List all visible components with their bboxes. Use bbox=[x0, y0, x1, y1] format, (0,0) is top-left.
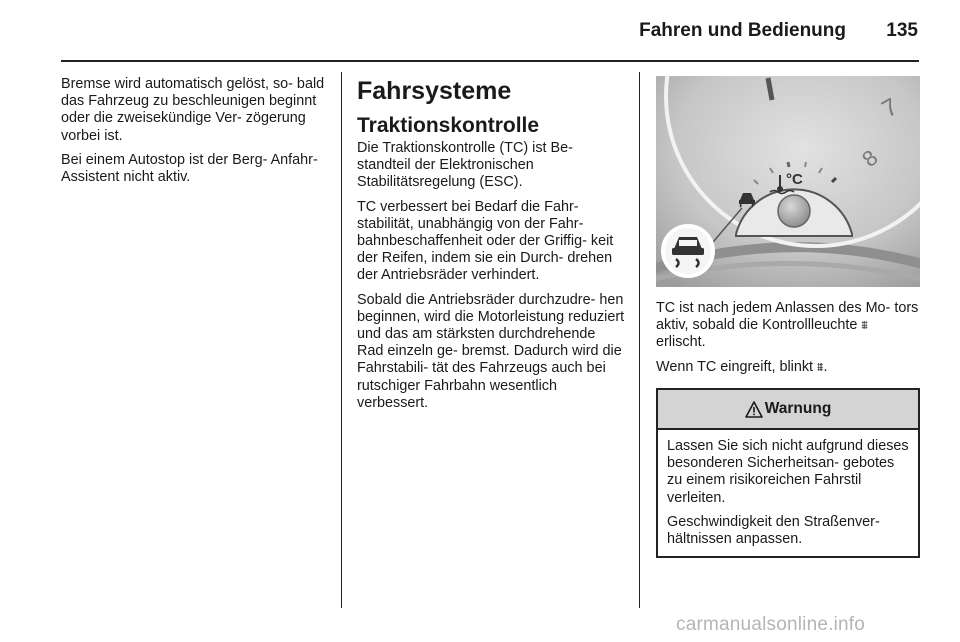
header-rule bbox=[61, 60, 919, 62]
paragraph-tc-intro: Die Traktionskontrolle (TC) ist Be‐ standteil der Elektronischen Stabilitätsregelung (ESC). bbox=[357, 140, 573, 191]
column-divider-2 bbox=[639, 72, 640, 608]
tc-inline-icon-2: ⩩ bbox=[817, 359, 824, 374]
tc-inline-icon: ⩩ bbox=[861, 318, 868, 333]
paragraph-tc-wheelspin: Sobald die Antriebsräder durchzudre‐ hen beginnen, wird die Motorleistung reduziert und das am stärksten durchdrehende Rad einzeln ge‐ bremst. Dadurch wird die Fahrstabili‐ tät des Fahrzeugs auch bei rutschiger Fahrbahn wesentlich verbessert. bbox=[357, 291, 625, 411]
instrument-cluster-figure bbox=[656, 76, 920, 287]
paragraph-tc-active-end: erlischt. bbox=[656, 334, 706, 351]
warning-box bbox=[656, 388, 920, 558]
page-number: 135 bbox=[886, 20, 918, 41]
warning-triangle-icon bbox=[745, 401, 763, 418]
dial-number-8: 8 bbox=[857, 144, 883, 172]
paragraph-tc-stability: TC verbessert bei Bedarf die Fahr‐ stabilität, unabhängig von der Fahr‐ bahnbeschaffenheit oder der Griffig‐ keit der Reifen, indem sie ein Durch‐ drehen der Antriebsräder verhindert. bbox=[357, 198, 614, 284]
paragraph-tc-flash-text: Wenn TC eingreift, blinkt bbox=[656, 358, 818, 375]
warning-paragraph-1: Lassen Sie sich nicht aufgrund dieses besonderen Sicherheitsan‐ gebotes zu einem risikoreichen Fahrstil verleiten. bbox=[667, 438, 909, 506]
warning-body bbox=[658, 430, 918, 548]
paragraph-tc-flash bbox=[656, 359, 920, 376]
warning-title: Warnung bbox=[764, 400, 832, 417]
column-left bbox=[61, 76, 327, 193]
dial-number-7: 7 bbox=[877, 93, 903, 124]
column-right-text bbox=[656, 300, 920, 383]
watermark: carmanualsonline.info bbox=[676, 614, 866, 635]
paragraph-tc-flash-end: . bbox=[823, 358, 828, 375]
subsection-title: Traktionskontrolle bbox=[357, 114, 540, 137]
paragraph-brake-release: Bremse wird automatisch gelöst, so‐ bald das Fahrzeug zu beschleunigen beginnt oder die zweisekündige Ver‐ zögerung vorbei ist. bbox=[61, 76, 325, 144]
gauge-illustration bbox=[656, 76, 920, 287]
paragraph-tc-active-text: TC ist nach jedem Anlassen des Mo‐ tors aktiv, sobald die Kontrollleuchte bbox=[656, 300, 919, 334]
warning-paragraph-2: Geschwindigkeit den Straßenver‐ hältnissen anpassen. bbox=[667, 513, 880, 548]
page-header-title: Fahren und Bedienung bbox=[639, 20, 846, 41]
column-middle bbox=[357, 76, 625, 419]
paragraph-tc-active bbox=[656, 300, 920, 352]
column-divider-1 bbox=[341, 72, 342, 608]
warning-header bbox=[658, 390, 918, 430]
gauge-unit-label: °C bbox=[786, 171, 803, 188]
paragraph-autostop: Bei einem Autostop ist der Berg‐ Anfahr-Assistent nicht aktiv. bbox=[61, 151, 318, 186]
section-title: Fahrsysteme bbox=[357, 77, 512, 105]
